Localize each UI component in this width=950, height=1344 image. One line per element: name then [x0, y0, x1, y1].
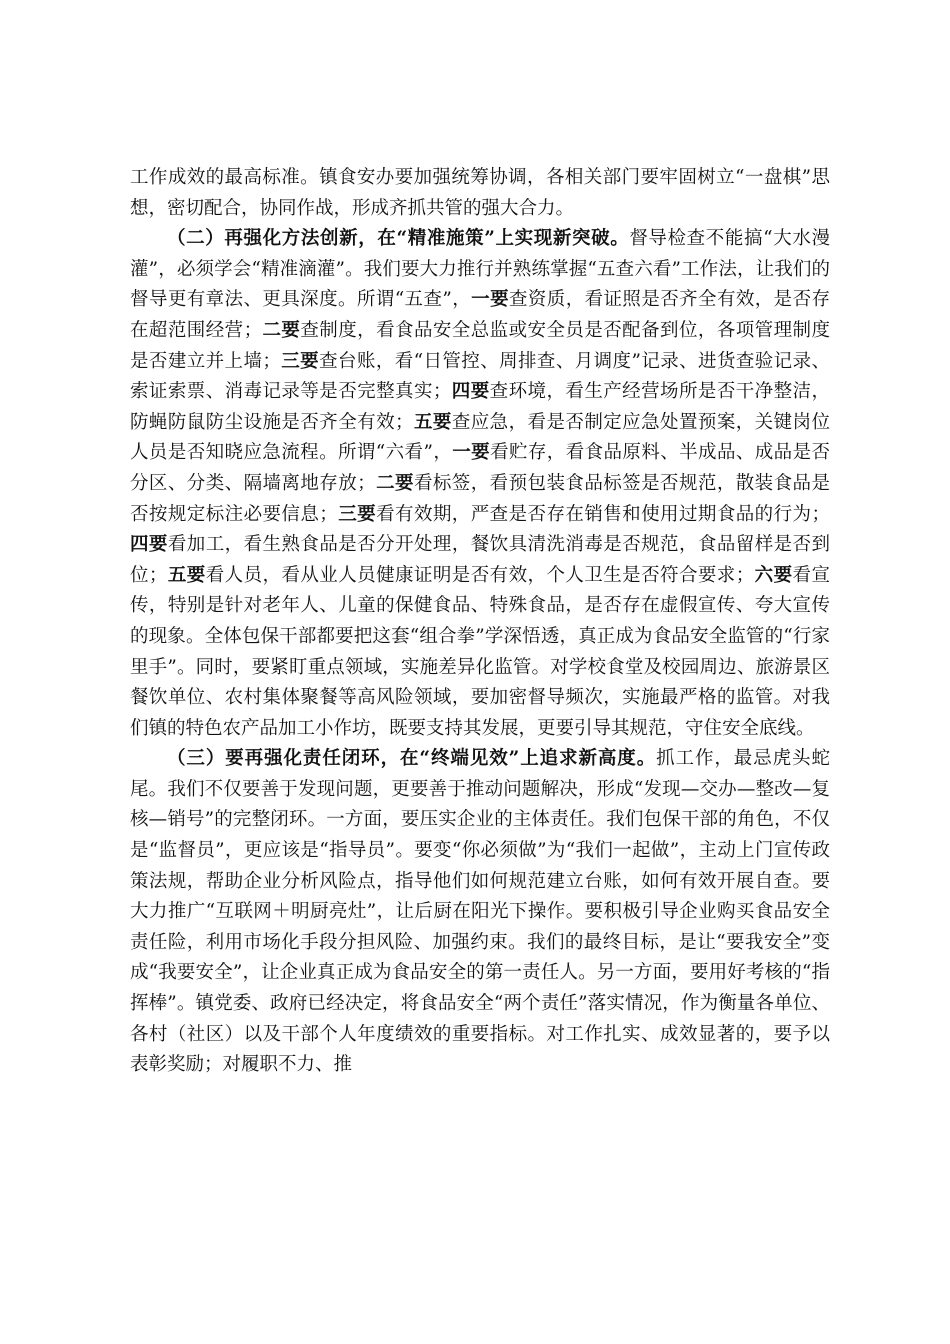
bold-text-segment: 五要	[413, 411, 452, 433]
bold-text-segment: 六要	[754, 564, 793, 586]
paragraph	[130, 224, 830, 744]
document-body	[130, 163, 830, 1081]
text-segment: 看宣传，特别是针对老年人、儿童的保健食品、特殊食品，是否存在虚假宣传、夸大宣传的现象。全体包保干部都要把这套“组合拳”学深悟透，真正成为食品安全监管的“行家里手”。同时，要紧盯重点领域，实施差异化监管。对学校食堂及校园周边、旅游景区餐饮单位、农村集体聚餐等高风险领域，要加密督导频次，实施最严格的监管。对我们镇的特色农产品加工小作坊，既要支持其发展，更要引导其规范，守住安全底线。	[130, 564, 830, 739]
text-segment: 查环境，看生产经营场所是否干净整洁，防蝇防鼠防尘设施是否齐全有效；	[130, 381, 830, 433]
text-segment: 看人员，看从业人员健康证明是否有效，个人卫生是否符合要求；	[205, 564, 755, 586]
bold-text-segment: 三要	[280, 350, 320, 372]
text-segment: 查应急，看是否制定应急处置预案，关键岗位人员是否知晓应急流程。所谓“六看”，	[130, 411, 830, 464]
bold-text-segment: 五要	[167, 564, 206, 586]
text-segment: 看标签，看预包装食品标签是否规范，散装食品是否按规定标注必要信息；	[130, 472, 830, 525]
text-segment: 查资质，看证照是否齐全有效，是否存在超范围经营；	[130, 289, 830, 341]
text-segment: 督导检查不能搞“大水漫灌”，必须学会“精准滴灌”。我们要大力推行并熟练掌握“五查六看”工作法，让我们的督导更有章法、更具深度。所谓“五查”，	[130, 228, 830, 311]
text-segment: 查台账，看“日管控、周排查、月调度”记录、进货查验记录、索证索票、消毒记录等是否完整真实；	[130, 350, 830, 403]
bold-text-segment: （三）要再强化责任闭环，在“终端见效”上追求新高度。	[167, 748, 657, 770]
bold-text-segment: 二要	[262, 319, 301, 341]
bold-text-segment: 二要	[375, 472, 414, 494]
bold-text-segment: 一要	[452, 442, 491, 464]
bold-text-segment: （二）再强化方法创新，在“精准施策”上实现新突破。	[167, 228, 630, 250]
bold-text-segment: 三要	[337, 503, 377, 525]
bold-text-segment: 一要	[471, 289, 509, 311]
text-segment: 工作成效的最高标准。镇食安办要加强统筹协调，各相关部门要牢固树立“一盘棋”思想，密切配合，协同作战，形成齐抓共管的强大合力。	[130, 167, 830, 219]
text-segment: 抓工作，最忌虎头蛇尾。我们不仅要善于发现问题，更要善于推动问题解决，形成“发现—交办—整改—复核—销号”的完整闭环。一方面，要压实企业的主体责任。我们包保干部的角色，不仅是“监督员”，更应该是“指导员”。要变“你必须做”为“我们一起做”，主动上门宣传政策法规，帮助企业分析风险点，指导他们如何规范建立台账，如何有效开展自查。要大力推广“互联网＋明厨亮灶”，让后厨在阳光下操作。要积极引导企业购买食品安全责任险，利用市场化手段分担风险、加强约束。我们的最终目标，是让“要我安全”变成“我要安全”，让企业真正成为食品安全的第一责任人。另一方面，要用好考核的“指挥棒”。镇党委、政府已经决定，将食品安全“两个责任”落实情况，作为衡量各单位、各村（社区）以及干部个人年度绩效的重要指标。对工作扎实、成效显著的，要予以表彰奖励；对履职不力、推	[130, 748, 830, 1076]
bold-text-segment: 四要	[130, 534, 168, 556]
text-segment: 查制度，看食品安全总监或安全员是否配备到位，各项管理制度是否建立并上墙；	[130, 319, 830, 372]
text-segment: 看有效期，严查是否存在销售和使用过期食品的行为；	[376, 503, 830, 525]
paragraph	[130, 744, 830, 1081]
text-segment: 看加工，看生熟食品是否分开处理，餐饮具清洗消毒是否规范，食品留样是否到位；	[130, 534, 830, 586]
text-segment: 看贮存，看食品原料、半成品、成品是否分区、分类、隔墙离地存放；	[130, 442, 830, 494]
paragraph	[130, 163, 830, 224]
bold-text-segment: 四要	[451, 381, 490, 403]
